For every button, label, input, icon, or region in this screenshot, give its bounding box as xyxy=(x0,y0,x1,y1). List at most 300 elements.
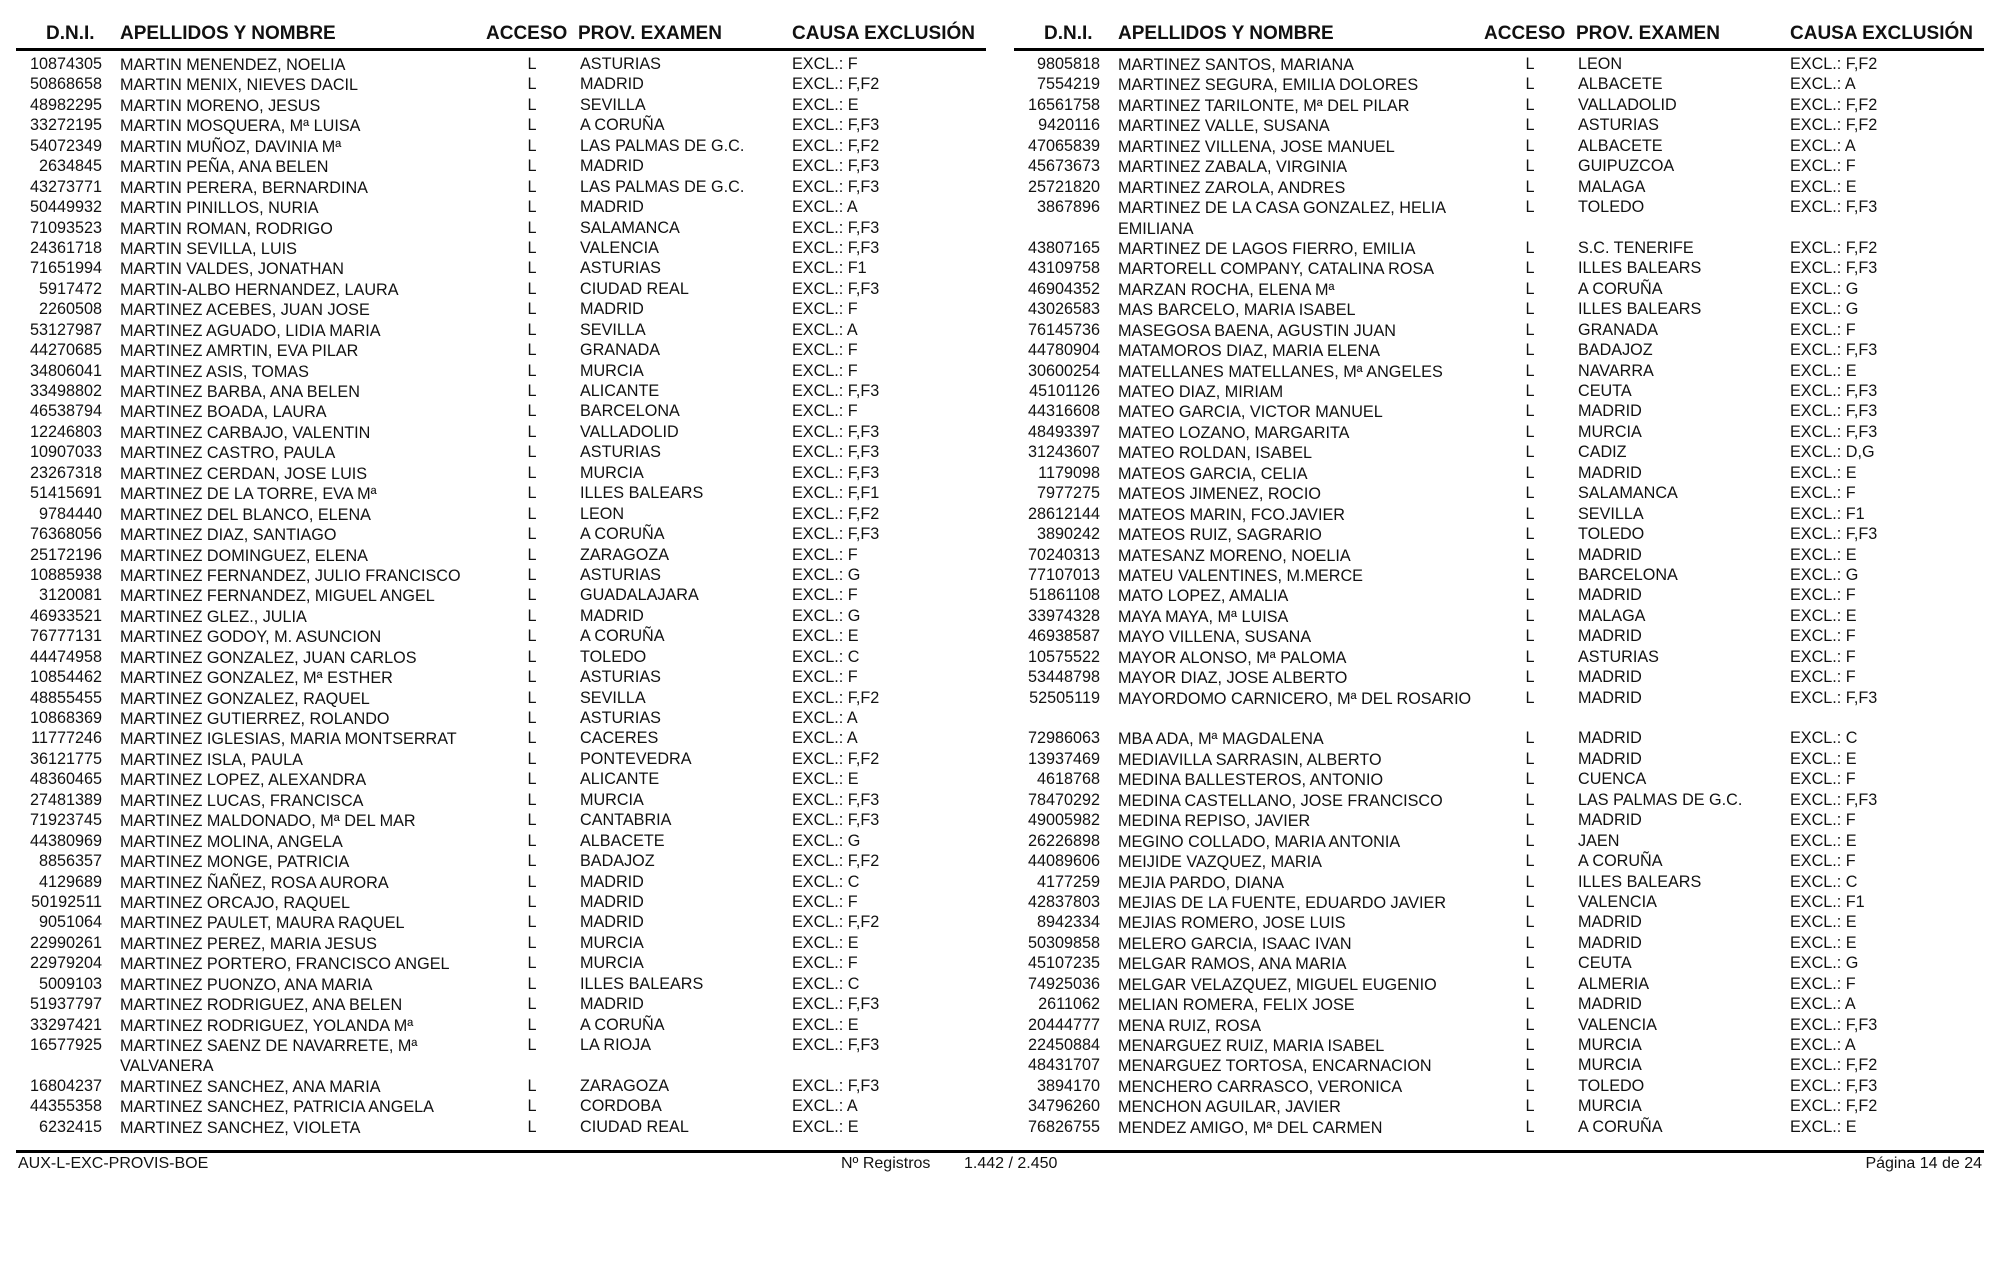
dni-cell: 33297421 xyxy=(29,1015,102,1034)
name-cell: MENA RUIZ, ROSA xyxy=(1118,1016,1262,1035)
table-row xyxy=(16,464,986,484)
prov-cell: SEVILLA xyxy=(580,688,646,707)
dni-cell: 33974328 xyxy=(1027,606,1100,625)
name-cell: MARTINEZ DE LA TORRE, EVA Mª xyxy=(120,485,377,504)
causa-cell: EXCL.: C xyxy=(1790,729,1858,748)
name-cell: MARTIN MORENO, JESUS xyxy=(120,96,321,115)
name-cell: MARTINEZ FERNANDEZ, JULIO FRANCISCO xyxy=(120,566,461,585)
dni-cell: 5917472 xyxy=(38,279,102,298)
name-cell: MARTINEZ DE LA CASA GONZALEZ, HELIA EMILIANA xyxy=(1118,199,1446,238)
name-cell: MARTINEZ GLEZ., JULIA xyxy=(120,607,307,626)
causa-cell: EXCL.: F,F1 xyxy=(792,484,880,503)
name-cell: MARTINEZ ISLA, PAULA xyxy=(120,750,303,769)
causa-cell: EXCL.: F,F3 xyxy=(792,463,880,482)
table-row xyxy=(16,198,986,218)
name-cell: MARTINEZ BARBA, ANA BELEN xyxy=(120,383,360,401)
dni-cell: 2634845 xyxy=(38,157,102,176)
table-row xyxy=(1014,546,1984,566)
acceso-cell: L xyxy=(1525,361,1535,380)
acceso-cell: L xyxy=(1525,852,1535,871)
prov-cell: JAEN xyxy=(1578,831,1620,850)
dni-cell: 50192511 xyxy=(31,892,102,911)
dni-cell: 9051064 xyxy=(38,913,102,932)
table-row xyxy=(16,75,986,95)
causa-cell: EXCL.: F,F2 xyxy=(792,136,880,155)
causa-cell: EXCL.: E xyxy=(792,770,859,789)
dni-cell: 3867896 xyxy=(1036,198,1100,217)
causa-cell: EXCL.: A xyxy=(792,1097,858,1116)
name-cell: MARTINEZ MONGE, PATRICIA xyxy=(120,853,350,872)
prov-cell: ASTURIAS xyxy=(1578,647,1659,666)
table-row xyxy=(16,484,986,504)
acceso-cell: L xyxy=(527,995,537,1014)
name-cell: MEIJIDE VAZQUEZ, MARIA xyxy=(1118,853,1322,872)
acceso-cell: L xyxy=(527,443,537,462)
causa-cell: EXCL.: E xyxy=(1790,749,1857,768)
acceso-cell: L xyxy=(1525,504,1535,523)
prov-cell: CADIZ xyxy=(1578,443,1627,462)
causa-cell: EXCL.: E xyxy=(792,933,859,952)
acceso-cell: L xyxy=(527,627,537,646)
acceso-cell: L xyxy=(1525,1097,1535,1116)
causa-cell: EXCL.: F,F3 xyxy=(792,422,880,441)
right-rows xyxy=(1014,51,1984,1138)
acceso-cell: L xyxy=(527,218,537,237)
prov-cell: CACERES xyxy=(580,729,659,748)
table-row xyxy=(1014,116,1984,136)
dni-cell: 10854462 xyxy=(29,668,102,687)
name-cell: MARZAN ROCHA, ELENA Mª xyxy=(1118,280,1335,299)
prov-cell: A CORUÑA xyxy=(580,116,665,135)
name-cell: MATEOS JIMENEZ, ROCIO xyxy=(1118,485,1321,504)
acceso-cell: L xyxy=(1525,586,1535,605)
dni-cell: 1179098 xyxy=(1038,463,1100,482)
acceso-cell: L xyxy=(1525,238,1535,257)
name-cell: MARTINEZ GONZALEZ, RAQUEL xyxy=(120,689,370,708)
name-cell: MAYA MAYA, Mª LUISA xyxy=(1118,607,1289,626)
acceso-cell: L xyxy=(527,749,537,768)
causa-cell: EXCL.: C xyxy=(792,974,860,993)
acceso-cell: L xyxy=(1525,790,1535,809)
table-row xyxy=(1014,402,1984,422)
dni-cell: 53127987 xyxy=(29,320,102,339)
causa-cell: EXCL.: F,F2 xyxy=(1790,1097,1878,1116)
dni-cell: 77107013 xyxy=(1027,565,1100,584)
dni-cell: 44316608 xyxy=(1027,402,1100,421)
acceso-cell: L xyxy=(527,545,537,564)
dni-cell: 44355358 xyxy=(29,1097,102,1116)
acceso-cell: L xyxy=(1525,1015,1535,1034)
name-cell: MENCHERO CARRASCO, VERONICA xyxy=(1118,1077,1403,1096)
name-cell: MARTIN PINILLOS, NURIA xyxy=(120,199,319,218)
table-row xyxy=(1014,1097,1984,1117)
dni-cell: 27481389 xyxy=(29,790,102,809)
acceso-cell: L xyxy=(527,279,537,298)
dni-cell: 42837803 xyxy=(1027,892,1100,911)
table-row xyxy=(1014,750,1984,770)
prov-cell: ZARAGOZA xyxy=(580,545,670,564)
header-causa: CAUSA EXCLUSIÓN xyxy=(792,23,975,44)
acceso-cell: L xyxy=(1525,954,1535,973)
name-cell: MELGAR RAMOS, ANA MARIA xyxy=(1118,955,1347,974)
causa-cell: EXCL.: E xyxy=(1790,606,1857,625)
causa-cell: EXCL.: F xyxy=(792,545,858,564)
name-cell: MARTINEZ GONZALEZ, Mª ESTHER xyxy=(120,669,393,688)
table-row xyxy=(1014,464,1984,484)
dni-cell: 46933521 xyxy=(29,606,102,625)
table-row xyxy=(16,913,986,933)
dni-cell: 45673673 xyxy=(1027,157,1100,176)
acceso-cell: L xyxy=(1525,136,1535,155)
dni-cell: 25172196 xyxy=(29,545,102,564)
prov-cell: VALLADOLID xyxy=(580,422,679,441)
prov-cell: VALENCIA xyxy=(1578,1015,1657,1034)
causa-cell: EXCL.: F xyxy=(1790,811,1856,830)
prov-cell: MURCIA xyxy=(580,361,644,380)
table-row xyxy=(16,852,986,872)
name-cell: MARTINEZ MALDONADO, Mª DEL MAR xyxy=(120,812,416,831)
prov-cell: MURCIA xyxy=(580,933,644,952)
causa-cell: EXCL.: F,F3 xyxy=(1790,525,1878,544)
causa-cell: EXCL.: F,F3 xyxy=(792,525,880,544)
table-row xyxy=(1014,995,1984,1015)
dni-cell: 74925036 xyxy=(1027,974,1100,993)
table-row xyxy=(1014,607,1984,627)
dni-cell: 30600254 xyxy=(1027,361,1100,380)
prov-cell: MALAGA xyxy=(1578,606,1646,625)
prov-cell: MADRID xyxy=(580,198,644,217)
acceso-cell: L xyxy=(527,790,537,809)
table-row xyxy=(16,975,986,995)
prov-cell: BADAJOZ xyxy=(1578,341,1653,360)
acceso-cell: L xyxy=(1525,320,1535,339)
prov-cell: ASTURIAS xyxy=(580,55,661,73)
dni-cell: 44380969 xyxy=(29,831,102,850)
prov-cell: LAS PALMAS DE G.C. xyxy=(580,177,745,196)
acceso-cell: L xyxy=(527,913,537,932)
name-cell: MARTINEZ DIAZ, SANTIAGO xyxy=(120,526,337,545)
dni-cell: 71651994 xyxy=(29,259,102,278)
acceso-cell: L xyxy=(1525,565,1535,584)
acceso-cell: L xyxy=(527,300,537,319)
causa-cell: EXCL.: E xyxy=(792,1117,859,1136)
prov-cell: MADRID xyxy=(580,995,644,1014)
table-row xyxy=(16,505,986,525)
causa-cell: EXCL.: F,F3 xyxy=(792,1076,880,1095)
prov-cell: MURCIA xyxy=(580,790,644,809)
name-cell: MATEOS RUIZ, SAGRARIO xyxy=(1118,526,1322,545)
acceso-cell: L xyxy=(1525,341,1535,360)
causa-cell: EXCL.: E xyxy=(1790,463,1857,482)
causa-cell: EXCL.: F xyxy=(1790,974,1856,993)
acceso-cell: L xyxy=(1525,95,1535,114)
acceso-cell: L xyxy=(527,892,537,911)
causa-cell: EXCL.: C xyxy=(792,647,860,666)
header-dni: D.N.I. xyxy=(46,23,95,44)
table-row xyxy=(1014,791,1984,811)
acceso-cell: L xyxy=(1525,116,1535,135)
causa-cell: EXCL.: F1 xyxy=(1790,504,1865,523)
causa-cell: EXCL.: F,F3 xyxy=(1790,688,1878,707)
dni-cell: 76777131 xyxy=(29,627,102,646)
table-row xyxy=(1014,55,1984,75)
table-row xyxy=(16,116,986,136)
name-cell: MARTINEZ BOADA, LAURA xyxy=(120,403,327,422)
prov-cell: ASTURIAS xyxy=(580,259,661,278)
dni-cell: 22450884 xyxy=(1027,1036,1100,1055)
name-cell: MARTINEZ TARILONTE, Mª DEL PILAR xyxy=(1118,96,1410,115)
acceso-cell: L xyxy=(527,402,537,421)
dni-cell: 48431707 xyxy=(1027,1056,1100,1075)
name-cell: MEDINA REPISO, JAVIER xyxy=(1118,812,1311,831)
causa-cell: EXCL.: C xyxy=(792,872,860,891)
header-prov: PROV. EXAMEN xyxy=(578,23,722,44)
prov-cell: ASTURIAS xyxy=(580,668,661,687)
dni-cell: 36121775 xyxy=(29,749,102,768)
dni-cell: 43026583 xyxy=(1027,300,1100,319)
causa-cell: EXCL.: A xyxy=(792,320,858,339)
acceso-cell: L xyxy=(527,688,537,707)
table-row xyxy=(16,402,986,422)
name-cell: MARTIN-ALBO HERNANDEZ, LAURA xyxy=(120,280,399,299)
name-cell: MARTINEZ ACEBES, JUAN JOSE xyxy=(120,301,370,320)
prov-cell: MADRID xyxy=(1578,545,1642,564)
acceso-cell: L xyxy=(1525,157,1535,176)
dni-cell: 46938587 xyxy=(1027,627,1100,646)
acceso-cell: L xyxy=(1525,647,1535,666)
dni-cell: 43807165 xyxy=(1027,238,1100,257)
dni-cell: 8856357 xyxy=(38,852,102,871)
dni-cell: 13937469 xyxy=(1027,749,1100,768)
table-row xyxy=(16,300,986,320)
prov-cell: ILLES BALEARS xyxy=(1578,300,1702,319)
dni-cell: 34796260 xyxy=(1027,1097,1100,1116)
prov-cell: ILLES BALEARS xyxy=(580,974,704,993)
table-row xyxy=(1014,729,1984,749)
table-row xyxy=(16,219,986,239)
prov-cell: SEVILLA xyxy=(1578,504,1644,523)
name-cell: MARTINEZ VILLENA, JOSE MANUEL xyxy=(1118,137,1395,156)
prov-cell: TOLEDO xyxy=(580,647,647,666)
acceso-cell: L xyxy=(527,729,537,748)
prov-cell: LA RIOJA xyxy=(580,1036,652,1054)
causa-cell: EXCL.: G xyxy=(1790,954,1859,973)
page-number: Página 14 de 24 xyxy=(1865,1155,1982,1172)
causa-cell: EXCL.: E xyxy=(792,95,859,114)
name-cell: MARTINEZ SANCHEZ, VIOLETA xyxy=(120,1118,361,1137)
causa-cell: EXCL.: F,F3 xyxy=(792,279,880,298)
name-cell: MARTINEZ ZABALA, VIRGINIA xyxy=(1118,158,1348,177)
table-header xyxy=(1014,20,1984,51)
dni-cell: 4177259 xyxy=(1036,872,1100,891)
table-row xyxy=(16,607,986,627)
causa-cell: EXCL.: F,F3 xyxy=(1790,790,1878,809)
acceso-cell: L xyxy=(527,463,537,482)
dni-cell: 54072349 xyxy=(29,136,102,155)
table-row xyxy=(16,893,986,913)
causa-cell: EXCL.: F xyxy=(792,402,858,421)
table-row xyxy=(16,709,986,729)
dni-cell: 49005982 xyxy=(1027,811,1100,830)
prov-cell: ASTURIAS xyxy=(580,709,661,727)
dni-cell: 48493397 xyxy=(1027,422,1100,441)
name-cell: MARTINEZ MOLINA, ANGELA xyxy=(120,832,343,851)
name-cell: MELIAN ROMERA, FELIX JOSE xyxy=(1118,996,1355,1015)
causa-cell: EXCL.: G xyxy=(1790,565,1859,584)
table-row xyxy=(16,55,986,75)
dni-cell: 43273771 xyxy=(29,177,102,196)
dni-cell: 2260508 xyxy=(38,300,102,319)
acceso-cell: L xyxy=(527,382,537,400)
name-cell: MARTINEZ AMRTIN, EVA PILAR xyxy=(120,342,359,361)
acceso-cell: L xyxy=(1525,770,1535,789)
prov-cell: ILLES BALEARS xyxy=(1578,872,1702,891)
document-page xyxy=(16,20,1984,1190)
table-row xyxy=(16,525,986,545)
header-causa: CAUSA EXCLUSIÓN xyxy=(1790,23,1973,44)
table-row xyxy=(1014,975,1984,995)
header-prov: PROV. EXAMEN xyxy=(1576,23,1720,44)
table-row xyxy=(16,443,986,463)
acceso-cell: L xyxy=(1525,422,1535,441)
table-row xyxy=(1014,137,1984,157)
causa-cell: EXCL.: F,F3 xyxy=(792,238,880,257)
causa-cell: EXCL.: E xyxy=(1790,545,1857,564)
table-row xyxy=(1014,1036,1984,1056)
table-row xyxy=(16,770,986,790)
acceso-cell: L xyxy=(1525,811,1535,830)
prov-cell: MURCIA xyxy=(1578,422,1642,441)
table-row xyxy=(16,791,986,811)
prov-cell: ALBACETE xyxy=(1578,75,1663,94)
prov-cell: CUENCA xyxy=(1578,770,1647,789)
causa-cell: EXCL.: F,F3 xyxy=(1790,382,1878,401)
header-nombre: APELLIDOS Y NOMBRE xyxy=(120,23,336,44)
table-row xyxy=(16,1097,986,1117)
causa-cell: EXCL.: F,F2 xyxy=(1790,238,1878,257)
dni-cell: 76145736 xyxy=(1027,320,1100,339)
causa-cell: EXCL.: F,F3 xyxy=(1790,1076,1878,1095)
name-cell: MELGAR VELAZQUEZ, MIGUEL EUGENIO xyxy=(1118,975,1437,994)
table-row xyxy=(1014,566,1984,586)
dni-cell: 16561758 xyxy=(1027,95,1100,114)
causa-cell: EXCL.: F,F3 xyxy=(1790,422,1878,441)
causa-cell: EXCL.: F,F2 xyxy=(1790,95,1878,114)
prov-cell: GUIPUZCOA xyxy=(1578,157,1675,176)
prov-cell: MADRID xyxy=(580,606,644,625)
causa-cell: EXCL.: E xyxy=(1790,831,1857,850)
acceso-cell: L xyxy=(527,852,537,871)
acceso-cell: L xyxy=(527,198,537,217)
table-row xyxy=(1014,689,1984,730)
acceso-cell: L xyxy=(1525,627,1535,646)
prov-cell: GUADALAJARA xyxy=(580,586,699,605)
prov-cell: MURCIA xyxy=(580,463,644,482)
dni-cell: 3120081 xyxy=(38,586,102,605)
prov-cell: MADRID xyxy=(580,300,644,319)
table-row xyxy=(1014,443,1984,463)
acceso-cell: L xyxy=(527,177,537,196)
name-cell: MARTINEZ PORTERO, FRANCISCO ANGEL xyxy=(120,955,450,974)
prov-cell: ALBACETE xyxy=(1578,136,1663,155)
acceso-cell: L xyxy=(1525,279,1535,298)
name-cell: MENCHON AGUILAR, JAVIER xyxy=(1118,1098,1341,1117)
prov-cell: A CORUÑA xyxy=(1578,852,1663,871)
dni-cell: 22990261 xyxy=(29,933,102,952)
causa-cell: EXCL.: F,F3 xyxy=(792,382,880,400)
causa-cell: EXCL.: F,F2 xyxy=(792,75,880,94)
prov-cell: TOLEDO xyxy=(1578,525,1645,544)
causa-cell: EXCL.: A xyxy=(792,198,858,217)
causa-cell: EXCL.: G xyxy=(792,831,861,850)
registros-label: Nº Registros xyxy=(841,1155,931,1172)
acceso-cell: L xyxy=(1525,402,1535,421)
table-row xyxy=(1014,341,1984,361)
name-cell: MARTIN PERERA, BERNARDINA xyxy=(120,178,368,197)
causa-cell: EXCL.: F,F2 xyxy=(792,852,880,871)
name-cell: MARTIN SEVILLA, LUIS xyxy=(120,239,297,258)
registros-count: 1.442 / 2.450 xyxy=(964,1155,1058,1172)
name-cell: MEDIAVILLA SARRASIN, ALBERTO xyxy=(1118,750,1382,769)
name-cell: MARTINEZ RODRIGUEZ, ANA BELEN xyxy=(120,996,403,1015)
dni-cell: 7554219 xyxy=(1036,75,1100,94)
dni-cell: 7977275 xyxy=(1036,484,1100,503)
causa-cell: EXCL.: F,F2 xyxy=(1790,55,1878,73)
prov-cell: VALENCIA xyxy=(1578,892,1657,911)
acceso-cell: L xyxy=(527,157,537,176)
dni-cell: 10575522 xyxy=(1027,647,1100,666)
table-row xyxy=(16,811,986,831)
name-cell: MARTINEZ GONZALEZ, JUAN CARLOS xyxy=(120,648,417,667)
table-row xyxy=(16,178,986,198)
name-cell: MATEOS MARIN, FCO.JAVIER xyxy=(1118,505,1345,524)
prov-cell: CIUDAD REAL xyxy=(580,279,689,298)
table-row xyxy=(16,96,986,116)
prov-cell: GRANADA xyxy=(580,341,661,360)
acceso-cell: L xyxy=(1525,1117,1535,1136)
table-row xyxy=(1014,300,1984,320)
prov-cell: VALLADOLID xyxy=(1578,95,1677,114)
dni-cell: 44089606 xyxy=(1027,852,1100,871)
name-cell: MATEO LOZANO, MARGARITA xyxy=(1118,423,1350,442)
causa-cell: EXCL.: F,F3 xyxy=(792,443,880,462)
table-row xyxy=(16,239,986,259)
dni-cell: 44270685 xyxy=(29,341,102,360)
acceso-cell: L xyxy=(527,484,537,503)
acceso-cell: L xyxy=(1525,382,1535,401)
name-cell: MAYORDOMO CARNICERO, Mª DEL ROSARIO xyxy=(1118,689,1472,708)
acceso-cell: L xyxy=(1525,831,1535,850)
causa-cell: EXCL.: F1 xyxy=(792,259,867,278)
table-row xyxy=(1014,811,1984,831)
causa-cell: EXCL.: F,F2 xyxy=(1790,116,1878,135)
prov-cell: SALAMANCA xyxy=(580,218,680,237)
table-row xyxy=(1014,96,1984,116)
dni-cell: 23267318 xyxy=(29,463,102,482)
prov-cell: ZARAGOZA xyxy=(580,1076,670,1095)
acceso-cell: L xyxy=(527,238,537,257)
causa-cell: EXCL.: F,F3 xyxy=(1790,198,1878,217)
table-row xyxy=(16,341,986,361)
table-row xyxy=(1014,954,1984,974)
prov-cell: SEVILLA xyxy=(580,320,646,339)
header-nombre: APELLIDOS Y NOMBRE xyxy=(1118,23,1334,44)
prov-cell: ALMERIA xyxy=(1578,974,1650,993)
table-row xyxy=(16,873,986,893)
name-cell: MARTINEZ SAENZ DE NAVARRETE, Mª VALVANERA xyxy=(120,1037,418,1076)
causa-cell: EXCL.: C xyxy=(1790,872,1858,891)
prov-cell: MADRID xyxy=(580,75,644,94)
